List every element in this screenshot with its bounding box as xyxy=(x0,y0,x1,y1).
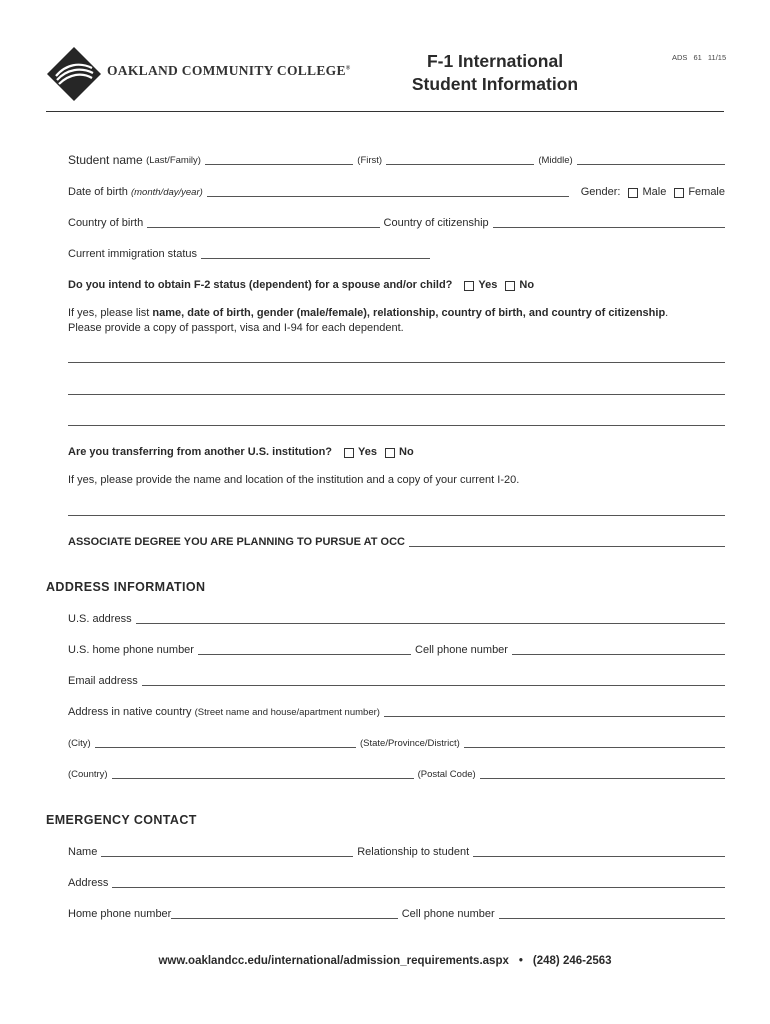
f2-instructions xyxy=(68,306,725,336)
registered-mark: ® xyxy=(345,65,351,72)
form-code: ADS 61 11/15 xyxy=(672,53,727,62)
country-of-citizenship-label: Country of citizenship xyxy=(383,217,489,229)
dependent-line-3[interactable] xyxy=(68,425,725,426)
emergency-address-label: Address xyxy=(68,877,109,889)
f2-question-row xyxy=(68,279,725,292)
transfer-row xyxy=(68,446,725,459)
email-field[interactable] xyxy=(142,677,725,686)
gender-label: Gender: xyxy=(580,186,621,198)
college-logo-icon xyxy=(46,46,102,102)
transfer-no-checkbox[interactable] xyxy=(385,448,395,458)
transfer-institution-line[interactable] xyxy=(68,515,725,516)
emergency-address-row xyxy=(68,877,725,890)
phone-row xyxy=(68,644,725,657)
first-name-label: (First) xyxy=(357,155,383,166)
female-label: Female xyxy=(688,186,725,198)
emergency-cell-phone-field[interactable] xyxy=(499,910,725,919)
title-line-2: Student Information xyxy=(411,74,579,94)
footer-phone: (248) 246-2563 xyxy=(532,955,612,967)
native-country-field[interactable] xyxy=(112,770,414,779)
emergency-address-field[interactable] xyxy=(112,879,725,888)
f2-instr-post: . xyxy=(665,307,669,319)
transfer-yes-checkbox[interactable] xyxy=(344,448,354,458)
f2-instr-line2: Please provide a copy of passport, visa and I-94 for each dependent. xyxy=(68,322,404,334)
f2-no-label: No xyxy=(519,279,535,291)
country-of-citizenship-field[interactable] xyxy=(493,219,725,228)
us-address-row xyxy=(68,613,725,626)
degree-field[interactable] xyxy=(409,538,725,547)
native-address-row xyxy=(68,706,725,719)
footer-bullet: • xyxy=(518,955,523,967)
f2-instr-pre: If yes, please list xyxy=(68,307,153,319)
postal-code-label: (Postal Code) xyxy=(417,769,476,780)
dependent-line-2[interactable] xyxy=(68,394,725,395)
female-checkbox[interactable] xyxy=(674,188,684,198)
f2-no-checkbox[interactable] xyxy=(505,281,515,291)
last-name-field[interactable] xyxy=(205,156,353,165)
postal-code-field[interactable] xyxy=(480,770,725,779)
transfer-question: Are you transferring from another U.S. institution? xyxy=(68,446,333,458)
f2-question: Do you intend to obtain F-2 status (dependent) for a spouse and/or child? xyxy=(68,279,453,291)
footer xyxy=(0,955,770,967)
native-address-label: Address in native country xyxy=(68,706,192,718)
state-label: (State/Province/District) xyxy=(359,738,460,749)
emergency-cell-phone-label: Cell phone number xyxy=(401,908,495,920)
us-home-phone-field[interactable] xyxy=(198,646,411,655)
city-row xyxy=(68,737,725,750)
dob-row xyxy=(68,186,725,199)
dob-label: Date of birth xyxy=(68,186,128,198)
degree-label: ASSOCIATE DEGREE YOU ARE PLANNING TO PURSUE AT OCC xyxy=(68,536,405,548)
f2-instr-bold: name, date of birth, gender (male/female), relationship, country of birth, and country of citizenship xyxy=(152,307,666,319)
city-field[interactable] xyxy=(95,739,356,748)
emergency-home-phone-field[interactable] xyxy=(171,910,397,919)
state-field[interactable] xyxy=(464,739,725,748)
native-country-label: (Country) xyxy=(68,769,108,780)
email-label: Email address xyxy=(68,675,138,687)
email-row xyxy=(68,675,725,688)
first-name-field[interactable] xyxy=(386,156,534,165)
footer-url[interactable]: www.oaklandcc.edu/international/admission_requirements.aspx xyxy=(158,955,509,967)
form-title xyxy=(380,50,610,96)
middle-name-field[interactable] xyxy=(577,156,725,165)
emergency-name-label: Name xyxy=(68,846,98,858)
relationship-field[interactable] xyxy=(473,848,725,857)
address-heading: ADDRESS INFORMATION xyxy=(46,580,206,594)
country-of-birth-field[interactable] xyxy=(147,219,379,228)
immigration-status-field[interactable] xyxy=(201,250,430,259)
immigration-row xyxy=(68,248,430,261)
cell-phone-field[interactable] xyxy=(512,646,725,655)
student-name-label: Student name xyxy=(68,153,143,167)
emergency-heading: EMERGENCY CONTACT xyxy=(46,813,197,827)
degree-row xyxy=(68,536,725,549)
emergency-name-row xyxy=(68,846,725,859)
immigration-status-label: Current immigration status xyxy=(68,248,197,260)
header-divider xyxy=(46,111,724,112)
emergency-phone-row xyxy=(68,908,725,921)
emergency-name-field[interactable] xyxy=(101,848,353,857)
male-checkbox[interactable] xyxy=(628,188,638,198)
country-of-birth-label: Country of birth xyxy=(68,217,144,229)
emergency-home-phone-label: Home phone number xyxy=(68,908,172,920)
transfer-no-label: No xyxy=(399,446,414,458)
middle-name-label: (Middle) xyxy=(538,155,573,166)
relationship-label: Relationship to student xyxy=(357,846,470,858)
us-home-phone-label: U.S. home phone number xyxy=(68,644,194,656)
f2-yes-checkbox[interactable] xyxy=(464,281,474,291)
transfer-yes-label: Yes xyxy=(358,446,377,458)
native-address-hint: (Street name and house/apartment number) xyxy=(194,707,380,718)
native-address-field[interactable] xyxy=(384,708,725,717)
country-postal-row xyxy=(68,768,725,781)
dependent-line-1[interactable] xyxy=(68,362,725,363)
city-label: (City) xyxy=(68,738,91,749)
us-address-label: U.S. address xyxy=(68,613,132,625)
student-name-row xyxy=(68,154,725,167)
last-name-label: (Last/Family) xyxy=(146,155,201,166)
cell-phone-label: Cell phone number xyxy=(415,644,508,656)
transfer-instructions: If yes, please provide the name and location of the institution and a copy of your current I-20. xyxy=(68,474,520,486)
us-address-field[interactable] xyxy=(136,615,725,624)
title-line-1: F-1 International xyxy=(426,51,564,71)
dob-field[interactable] xyxy=(207,188,569,197)
male-label: Male xyxy=(642,186,667,198)
college-name: OAKLAND COMMUNITY COLLEGE® xyxy=(107,63,351,78)
country-row xyxy=(68,217,725,230)
dob-hint: (month/day/year) xyxy=(130,187,203,198)
f2-yes-label: Yes xyxy=(478,279,498,291)
